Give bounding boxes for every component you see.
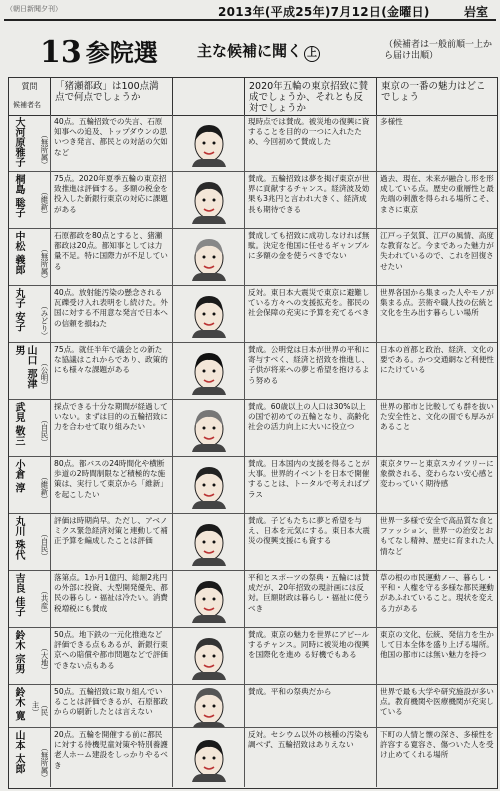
candidate-party: （無所属） [40,131,49,169]
answer-q2: 賛成。日本国内の支援を得ることが大事。世界的イベントを日本で開催することは、トータルで考えればプラス [245,457,377,513]
portrait-illustration [186,404,232,452]
candidate-party: （維新） [40,473,49,503]
table-row [9,514,497,571]
table-row [9,229,497,286]
banner-election: 参院選 [85,39,158,67]
candidate-party: （無所属） [40,744,49,782]
candidate-portrait [173,457,245,513]
candidate-portrait [173,571,245,627]
portrait-illustration [186,176,232,224]
header-photo-col [173,78,245,115]
header-question-label: 質問 [21,82,38,91]
header-q1: 「猪瀬都政」は100点満点で何点でしょうか [51,78,173,115]
portrait-illustration [186,347,232,395]
table-row [9,628,497,685]
answer-q2: 賛成しても招致に成功しなければ無駄。決定を他国に任せるギャンブルに多額の金を使うべきでない [245,229,377,285]
answer-q1: 20点。五輪を開催する前に都民に対する待機児童対策や特別養護老人ホーム建設をしっかりやるべき [51,728,173,787]
answer-q3: 世界で最も大学や研究施設が多い点。教育機関や医療機関が充実している [380,687,494,717]
header-name-col [9,78,51,115]
candidate-name: 山口 那津男 [13,345,36,389]
answer-q2: 反対。東日本大震災で東京に避難している方々への支援拡充を。都民の社会保障の充実に予算を充てるべき [245,286,377,342]
candidate-portrait [173,229,245,285]
candidate-party: （みどり） [40,302,49,340]
answer-q3: 世界の都市と比較しても群を抜いた安全性と、文化の面でも厚みがあること [380,402,494,432]
candidate-name: 小倉 淳 [13,459,24,493]
order-note: （候補者は一般前順一上から届け出順） [384,40,493,61]
table-row [9,343,497,400]
answer-q2: 賛成。平和の祭典だから [245,685,377,727]
answer-q3: 東京の文化、伝統、発信力を生かして日本全体を盛り上げる場所。他国の都市には無い魅力を持つ [380,630,494,660]
answer-q1: 75点。就任半年で議会との新た な協議はこれからであり、政策的にも様々な課題がある [51,343,173,399]
portrait-illustration [186,290,232,338]
candidate-name-cell [9,229,51,285]
answer-q1: 75点。2020年夏季五輪の東京招致推進は評価する。多額の税金を投入した新銀行東京の対応に課題がある [51,172,173,228]
answer-q1: 石原都政を80点とすると、猪瀬都政は20点。都知事としては力量不足。特に国際力が不足している [51,229,173,285]
candidate-party: （自民） [40,416,49,446]
answer-q1: 落第点。1か月1億円、総額2兆円の外部に投資、大型開発優先、都民の暮らし・福祉は冷たい。消費税増税にも賛成 [51,571,173,627]
portrait-illustration [186,685,232,727]
answer-q3: 過去、現在、未来が融合し形を形成している点。歴史の重層性と最先端の刺激を得られる場所こそ、まさに東京 [380,174,494,214]
answer-q3: 世界各国から集まった人やモノが集まる点。芸術や職人技の伝統と文化を生み出す暮らしい場所 [380,288,494,318]
candidate-name: 中松 義郎 [13,231,24,275]
headline-text: 主な候補に聞く [197,42,303,60]
candidate-name-cell [9,728,51,787]
table-row [9,457,497,514]
table-row [9,571,497,628]
candidate-name: 丸子 安子 [13,288,24,332]
candidate-name-cell [9,172,51,228]
page-headline [197,40,320,62]
table-row [9,172,497,229]
candidate-party: （無所属） [40,245,49,283]
answer-q3: 草の根の市民運動ノー、暮らし・平和・人権を守る多様な都民運動があふれていること。現状を変える力がある [380,573,494,613]
answer-q1: 50点。五輪招致に取り組んでいることは評価できるが、石原都政からの刷新したとは言えない [51,685,173,727]
header-q2: 2020年五輪の東京招致に賛成でしょうか、それとも反対でしょうか [245,78,377,115]
issue-date: 2013年(平成25年)7月12日(金曜日) [218,5,430,19]
portrait-illustration [186,575,232,623]
candidate-portrait [173,685,245,727]
candidate-name: 桐島 聡子 [13,174,24,218]
candidate-name: 山本 太郎 [13,730,24,774]
portrait-illustration [186,632,232,680]
answer-q3: 多様性 [380,117,403,126]
candidate-name-cell [9,115,51,171]
candidate-party: （自民） [40,530,49,560]
candidate-portrait [173,400,245,456]
candidate-table [8,77,498,789]
answer-q2: 平和とスポーツの祭典・五輪には賛成だが、20年招致の現計画には反対。巨額財政は暮らし・福祉に使うべき [245,571,377,627]
candidate-name: 吉良 佳子 [13,573,24,617]
candidate-name-cell [9,571,51,627]
election-banner [40,28,158,68]
table-header-row [9,78,497,116]
answer-q2: 賛成。五輪招致は夢を掲げ東京が世界に貢献するチャンス。経済波及効果も3兆円と言われ大きく、経済成長も期待できる [245,172,377,228]
banner-number: 13 [40,35,82,70]
candidate-name: 武見 敬三 [13,402,24,446]
candidate-portrait [173,115,245,171]
candidate-name-cell [9,685,51,727]
candidate-name-cell [9,286,51,342]
answer-q2: 賛成。子どもたちに夢と希望を与え、日本を元気にする。東日本大震災の復興支援にも資する [245,514,377,570]
answer-q3: 東京タワーと東京スカイツリーに象徴される、変わらない安心感と変わっていく期待感 [380,459,494,489]
portrait-illustration [186,233,232,281]
portrait-illustration [186,734,232,782]
candidate-portrait [173,286,245,342]
answer-q1: 50点。地下鉄の一元化推進など評価できる点もあるが、新銀行東京への賠償や都市問題などで評価できない点もある [51,628,173,684]
candidate-party: （大地） [40,644,49,674]
candidate-portrait [173,343,245,399]
answer-q1: 採点できる十分な期間が経過していない。まずは目的の五輪招致に力を合わせて取り組みたい [51,400,173,456]
candidate-name: 大河原雅子 [13,117,24,167]
answer-q1: 80点。都バスの24時間化や横断歩道の2時間制限など積極的な施策は、実行して東京から「維新」を起こしたい [51,457,173,513]
portrait-illustration [186,461,232,509]
masthead-rule [4,19,496,21]
candidate-name: 鈴木 寛 [13,687,24,721]
candidate-name: 鈴木 宗男 [13,630,24,674]
answer-q3: 世界一多様で安全で高品質な食とファッション、世界一の治安とおもてなし精神、歴史に育まれた人情など [380,516,494,556]
header-q3: 東京の一番の魅力はどこでしょう [381,81,486,103]
table-row [9,728,497,787]
candidate-portrait [173,172,245,228]
answer-q2: 賛成。公明党は日本が世界の平和に寄与すべく、経済と招致を推進し、子供が将来への夢と希望を抱けるよう努める [245,343,377,399]
answer-q3: 日本の首都と政治、経済、文化の要である。かつ交通網など利便性にたけている [380,345,494,375]
answer-q2: 反対。セシウム以外の核種の汚染も調べず、五輪招致はありえない [245,728,377,787]
candidate-party: （公明） [40,359,49,389]
table-row [9,115,497,172]
table-row [9,685,497,728]
answer-q1: 40点。五輪招致での失言、石原知事への追及、トップダウンの思いつき発言、都民との対話の欠如など [51,115,173,171]
candidate-name-cell [9,400,51,456]
edition-label: 岩室 [463,5,488,19]
candidate-portrait [173,514,245,570]
candidate-portrait [173,728,245,787]
answer-q3: 江戸っ子気質、江戸の風情、高度な教育など。今まであった魅力が失われているので、これを回復させたい [380,231,494,271]
answer-q2: 現時点では賛成。被災地の復興に資することを目的の一つに入れたため、今回初めて賛成した [245,115,377,171]
candidate-party: （維新） [40,188,49,218]
answer-q1: 40点。放射能汚染の懸念される瓦礫受け入れ表明をし続けた。外国に対する不用意な発言で日本への信頼を損ねた [51,286,173,342]
portrait-illustration [186,518,232,566]
candidate-name-cell [9,514,51,570]
answer-q2: 賛成。60歳以上の人口は30%以上の国で初めての五輪となり、高齢化社会の活力向上に大いに役立つ [245,400,377,456]
candidate-party: （民主） [31,701,49,716]
table-row [9,400,497,457]
answer-q2: 賛成。東京の魅力を世界にアピールするチャンス。同時に被災地の復興を国際化を進め る好機でもある [245,628,377,684]
answer-q3: 下町の人情と懐の深さ、多様性を許容する寛容さ、傷ついた人を受け止めてくれる場所 [380,730,494,760]
source-label: （朝日新聞夕刊） [6,5,62,13]
candidate-name: 丸川 珠代 [13,516,24,560]
answer-q1: 評価は時期尚早。ただし、アベノミクス緊急経済対策と連動して補正予算を編成したことは評価 [51,514,173,570]
header-candidate-label: 候補者名 [13,101,41,109]
candidate-party: （共産） [40,587,49,617]
part-marker: 上 [304,46,320,62]
candidate-name-cell [9,343,51,399]
candidate-name-cell [9,457,51,513]
candidate-portrait [173,628,245,684]
table-row [9,286,497,343]
portrait-illustration [186,119,232,167]
candidate-name-cell [9,628,51,684]
